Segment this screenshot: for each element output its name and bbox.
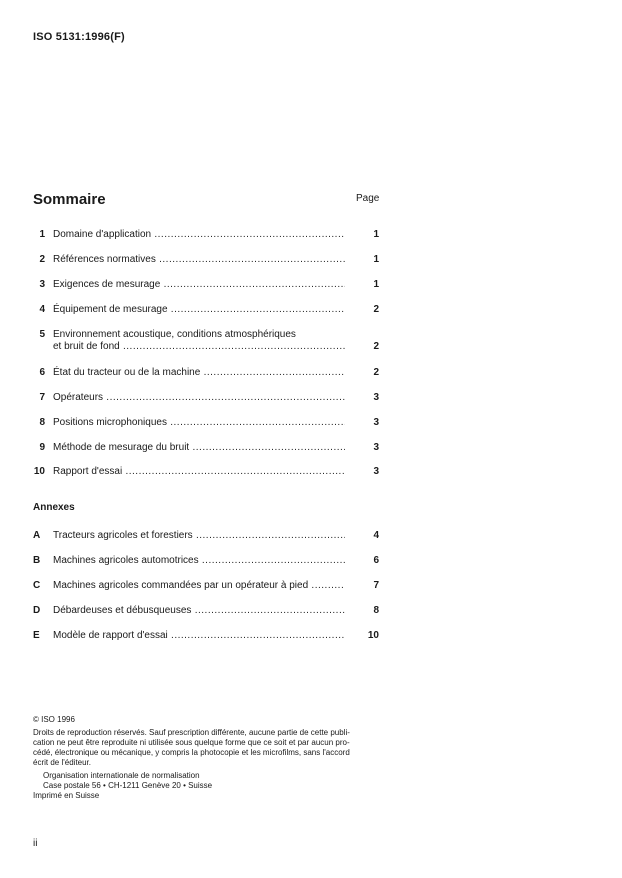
toc-annex-label: Machines agricoles automotrices ..... (53, 554, 345, 568)
toc-annex-letter: A (33, 530, 41, 541)
toc-entry-label: Domaine d'application ..... (53, 228, 345, 242)
toc-entry-page: 3 (373, 466, 379, 477)
toc-entry-10[interactable] (33, 465, 379, 479)
copyright-block (33, 715, 383, 801)
contents-title: Sommaire (33, 191, 106, 208)
toc-annex-page: 7 (373, 580, 379, 591)
toc-entry-page: 3 (373, 417, 379, 428)
toc-entry-label-line1: Environnement acoustique, conditions atmosphériques (53, 329, 296, 340)
toc-annex-page: 8 (373, 605, 379, 616)
toc-entry-number: 10 (33, 466, 45, 477)
toc-annex-label: Machines agricoles commandées par un opérateur à pied ..... (53, 579, 345, 593)
toc-entry-number: 1 (39, 229, 45, 240)
toc-entry-label: Méthode de mesurage du bruit ..... (53, 441, 345, 455)
organization-name: Organisation internationale de normalisation (43, 771, 200, 780)
toc-annex-a[interactable] (33, 529, 379, 543)
toc-entry-number: 7 (39, 392, 45, 403)
toc-entry-label-line2: et bruit de fond ..... (53, 340, 345, 354)
toc-annex-page: 4 (373, 530, 379, 541)
toc-entry-4[interactable] (33, 303, 379, 317)
toc-entry-7[interactable] (33, 391, 379, 405)
page-column-label: Page (356, 193, 380, 204)
toc-entry-label: Rapport d'essai ..... (53, 465, 345, 479)
toc-entry-number: 9 (39, 442, 45, 453)
toc-entry-2[interactable] (33, 253, 379, 267)
copyright-line: © ISO 1996 (33, 715, 75, 724)
toc-entry-label: Exigences de mesurage ..... (53, 278, 345, 292)
toc-entry-page: 3 (373, 442, 379, 453)
toc-entry-3[interactable] (33, 278, 379, 292)
toc-entry-page: 1 (373, 279, 379, 290)
toc-entry-page: 2 (373, 367, 379, 378)
toc-entry-number: 5 (39, 329, 45, 340)
toc-annex-page: 10 (367, 630, 379, 641)
page-number: ii (33, 838, 38, 849)
toc-entry-page: 1 (373, 229, 379, 240)
annexes-heading: Annexes (33, 502, 75, 513)
rights-text-line: cédé, électronique ou mécanique, y compris la photocopie et les microfilms, sans l'accord (33, 748, 350, 757)
toc-entry-label: Opérateurs ..... (53, 391, 345, 405)
toc-annex-letter: C (33, 580, 41, 591)
rights-text-line: cation ne peut être reproduite ni utilisée sous quelque forme que ce soit et par aucun pro- (33, 738, 350, 747)
toc-entry-8[interactable] (33, 416, 379, 430)
toc-entry-page: 3 (373, 392, 379, 403)
toc-entry-page: 2 (373, 304, 379, 315)
toc-entry-page: 1 (373, 254, 379, 265)
toc-annex-e[interactable] (33, 629, 379, 643)
rights-text-line: écrit de l'éditeur. (33, 758, 92, 767)
toc-annex-letter: D (33, 605, 41, 616)
toc-annex-letter: E (33, 630, 40, 641)
toc-annex-page: 6 (373, 555, 379, 566)
toc-annex-label: Tracteurs agricoles et forestiers ..... (53, 529, 345, 543)
toc-entry-page: 2 (373, 341, 379, 352)
toc-annex-letter: B (33, 555, 41, 566)
postal-address: Case postale 56 • CH-1211 Genève 20 • Suisse (43, 781, 213, 790)
document-id: ISO 5131:1996(F) (33, 31, 125, 43)
toc-annex-c[interactable] (33, 579, 379, 593)
toc-annex-label: Débardeuses et débusqueuses ..... (53, 604, 345, 618)
toc-entry-number: 6 (39, 367, 45, 378)
toc-entry-label: Équipement de mesurage ..... (53, 303, 345, 317)
toc-entry-label: État du tracteur ou de la machine ..... (53, 366, 345, 380)
toc-entry-label: Positions microphoniques ..... (53, 416, 345, 430)
toc-annex-label: Modèle de rapport d'essai ..... (53, 629, 345, 643)
toc-entry-6[interactable] (33, 366, 379, 380)
toc-entry-number: 2 (39, 254, 45, 265)
toc-entry-1[interactable] (33, 228, 379, 242)
toc-entry-9[interactable] (33, 441, 379, 455)
toc-entry-number: 8 (39, 417, 45, 428)
toc-entry-label: Références normatives ..... (53, 253, 345, 267)
printed-in: Imprimé en Suisse (33, 791, 100, 800)
toc-annex-b[interactable] (33, 554, 379, 568)
toc-annex-d[interactable] (33, 604, 379, 618)
toc-entry-number: 4 (39, 304, 45, 315)
toc-entry-number: 3 (39, 279, 45, 290)
rights-text-line: Droits de reproduction réservés. Sauf prescription différente, aucune partie de cette publi- (33, 728, 350, 737)
